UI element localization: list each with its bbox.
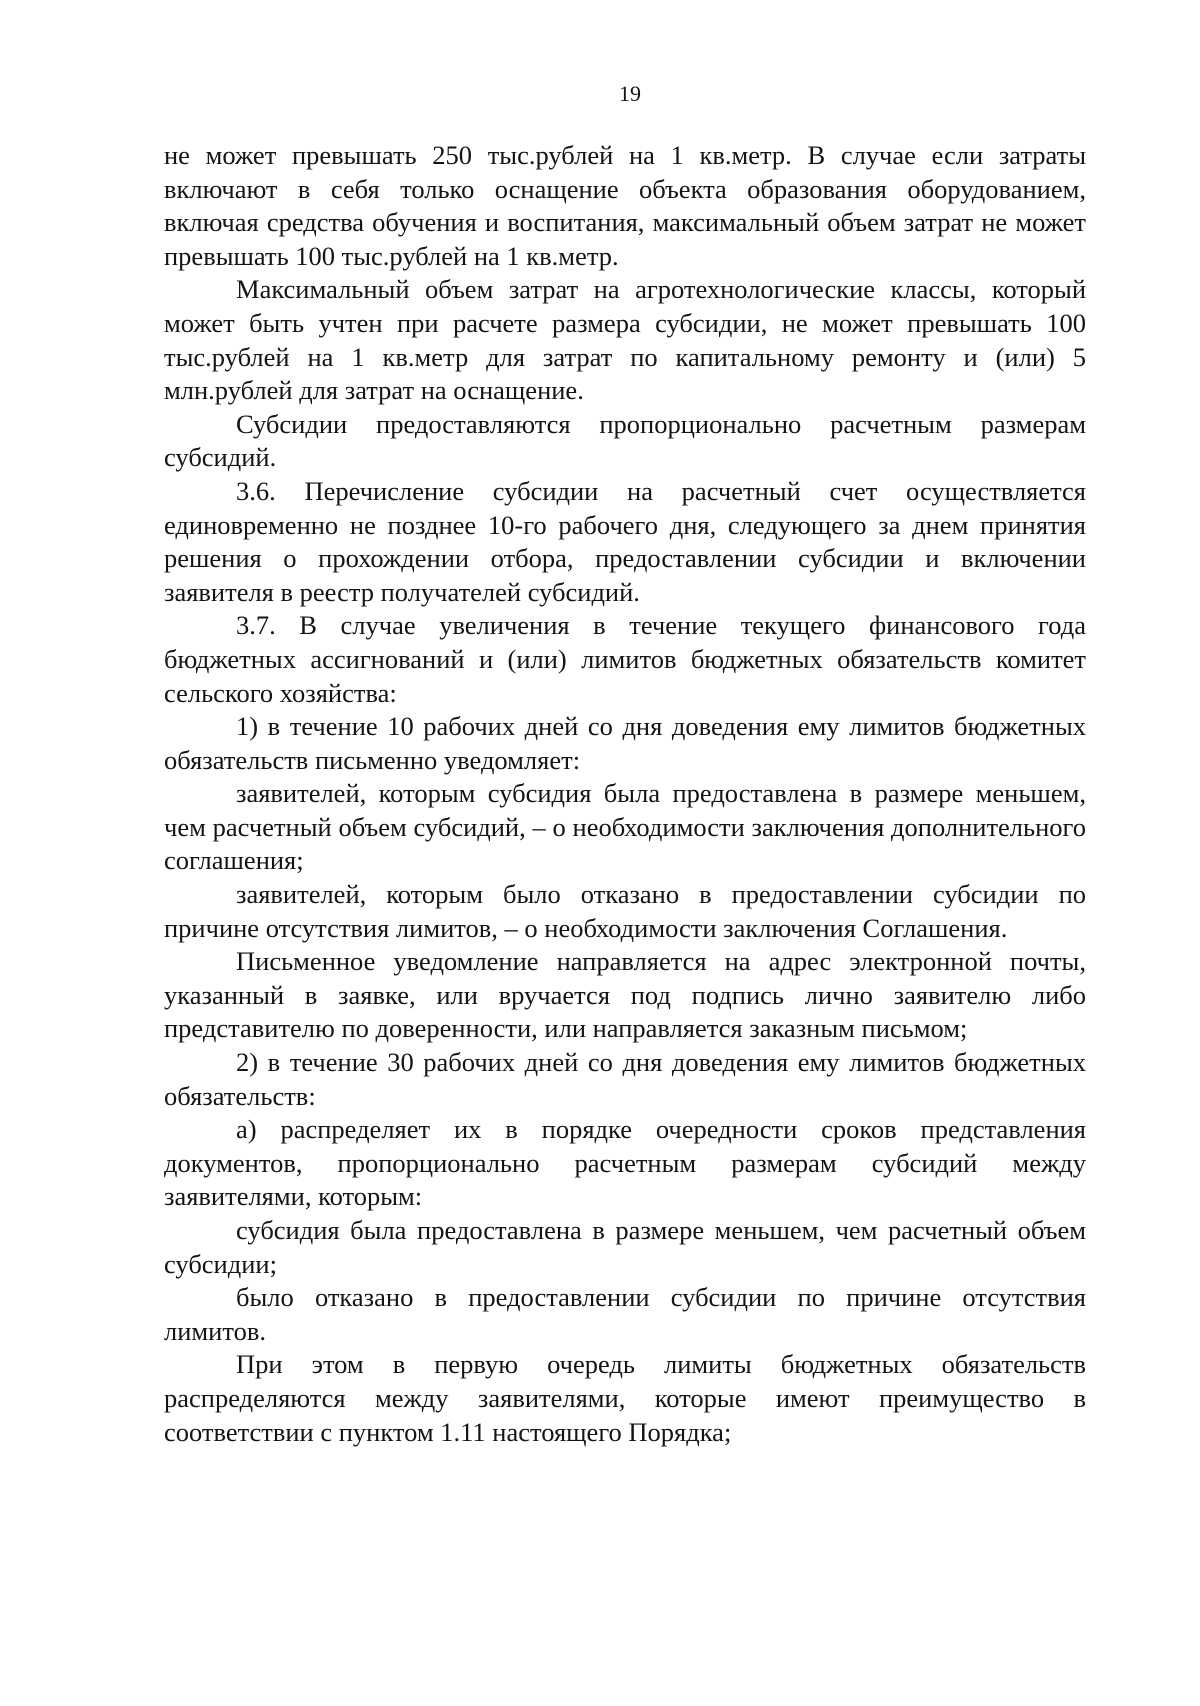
page-number: 19 [619,81,641,106]
paragraph-subsidy-reduced: субсидия была предоставлена в размере меньшем, чем расчетный объем субсидии; [164,1215,1086,1279]
paragraph-3-6: 3.6. Перечисление субсидии на расчетный счет осуществляется единовременно не позднее 10-го рабочего дня, следующего за днем принятия решения о прохождении отбора, предоставлении субсидии и включении заявителя в реестр получателей субсидий. [164,475,1086,607]
paragraph-item-1: 1) в течение 10 рабочих дней со дня доведения ему лимитов бюджетных обязательств письменно уведомляет: [164,711,1086,775]
document-body [164,139,1086,1449]
paragraph-subsidy-refused: было отказано в предоставлении субсидии по причине отсутствия лимитов. [164,1282,1086,1346]
paragraph-continuation: не может превышать 250 тыс.рублей на 1 кв.метр. В случае если затраты включают в себя только оснащение объекта образования оборудованием, включая средства обучения и воспитания, максимальный объем затрат не может превышать 100 тыс.рублей на 1 кв.метр. [164,140,1086,271]
paragraph-agrotech-limit: Максимальный объем затрат на агротехнологические классы, который может быть учтен при расчете размера субсидии, не может превышать 100 тыс.рублей на 1 кв.метр для затрат по капитальному ремонту и (или) 5 млн.рублей для затрат на оснащение. [164,274,1086,406]
paragraph-priority: При этом в первую очередь лимиты бюджетных обязательств распределяются между заявителями, которые имеют преимущество в соответствии с пунктом 1.11 настоящего Порядка; [164,1349,1086,1447]
paragraph-item-a: а) распределяет их в порядке очередности сроков представления документов, пропорционально расчетным размерам субсидий между заявителями, которым: [164,1114,1086,1212]
paragraph-proportional: Субсидии предоставляются пропорционально расчетным размерам субсидий. [164,408,1086,473]
paragraph-notification: Письменное уведомление направляется на адрес электронной почты, указанный в заявке, или вручается под подпись лично заявителю либо представителю по доверенности, или направляется заказным письмом; [164,946,1086,1044]
paragraph-applicants-reduced: заявителей, которым субсидия была предоставлена в размере меньшем, чем расчетный объем субсидий, – о необходимости заключения дополнительного соглашения; [164,778,1086,876]
paragraph-applicants-refused: заявителей, которым было отказано в предоставлении субсидии по причине отсутствия лимитов, – о необходимости заключения Соглашения. [164,879,1086,943]
paragraph-item-2: 2) в течение 30 рабочих дней со дня доведения ему лимитов бюджетных обязательств: [164,1047,1086,1111]
paragraph-3-7: 3.7. В случае увеличения в течение текущего финансового года бюджетных ассигнований и (или) лимитов бюджетных обязательств комитет сельского хозяйства: [164,610,1086,708]
